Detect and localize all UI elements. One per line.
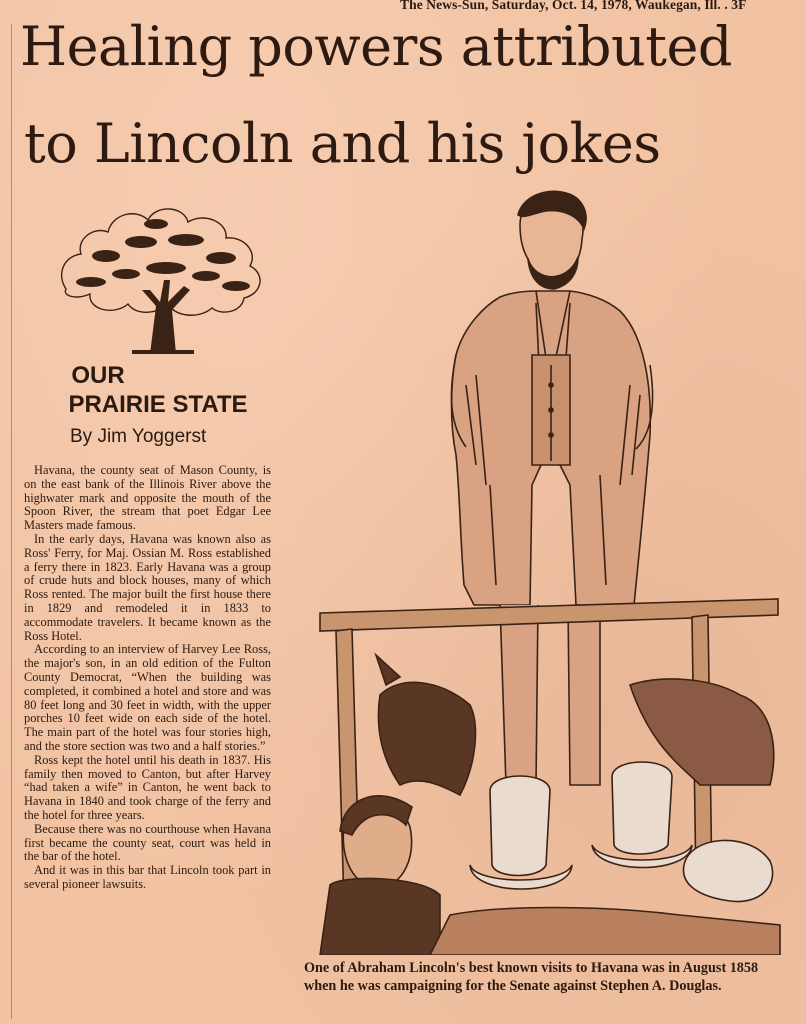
article-paragraph: In the early days, Havana was known also as Ross' Ferry, for Maj. Ossian M. Ross established a ferry there in 1823. Early Havana was a group of crude huts and block houses, many of which Ross rented. The major built the first house there in 1829 and remodeled it in 1833 to accommodate travelers. It became known as the Ross Hotel. [24, 531, 271, 643]
headline-line-2: to Lincoln and his jokes [24, 112, 661, 175]
column-title-our: OUR [71, 362, 125, 389]
dateline: The News-Sun, Saturday, Oct. 14, 1978, Waukegan, Ill. . 3F [400, 0, 747, 12]
article-body [24, 464, 271, 892]
photo-caption: One of Abraham Lincoln's best known visits to Havana was in August 1858 when he was campaigning for the Senate against Stephen A. Douglas. [304, 960, 759, 994]
column-title-prairie-state: PRAIRIE STATE [68, 391, 248, 418]
column-rule [11, 24, 12, 1019]
lincoln-illustration [300, 185, 790, 955]
article-paragraph: Havana, the county seat of Mason County, is on the east bank of the Illinois River above the highwater mark and opposite the mouth of the Spoon River, the stream that poet Edgar Lee Masters made famous. [24, 463, 271, 533]
article-paragraph: According to an interview of Harvey Lee Ross, the major's son, in an old edition of the Fulton County Democrat, “When the building was completed, it combined a hotel and store and was 80 feet long and 30 feet in width, with the upper porches 10 feet wide on each side of the hotel. The main part of the hotel was four stories high, and the store section was two and a half stories.” [24, 642, 271, 753]
tree-logo [46, 194, 276, 356]
byline: By Jim Yoggerst [70, 426, 207, 447]
article-paragraph: Because there was no courthouse when Havana first became the county seat, court was held in the bar of the hotel. [24, 821, 271, 864]
article-paragraph: Ross kept the hotel until his death in 1837. His family then moved to Canton, but after Harvey “had taken a wife” in Canton, he went back to Havana in 1840 and took charge of the ferry and the hotel for three years. [24, 752, 271, 822]
article-paragraph: And it was in this bar that Lincoln took part in several pioneer lawsuits. [24, 863, 271, 891]
headline-line-1: Healing powers attributed [20, 15, 732, 78]
